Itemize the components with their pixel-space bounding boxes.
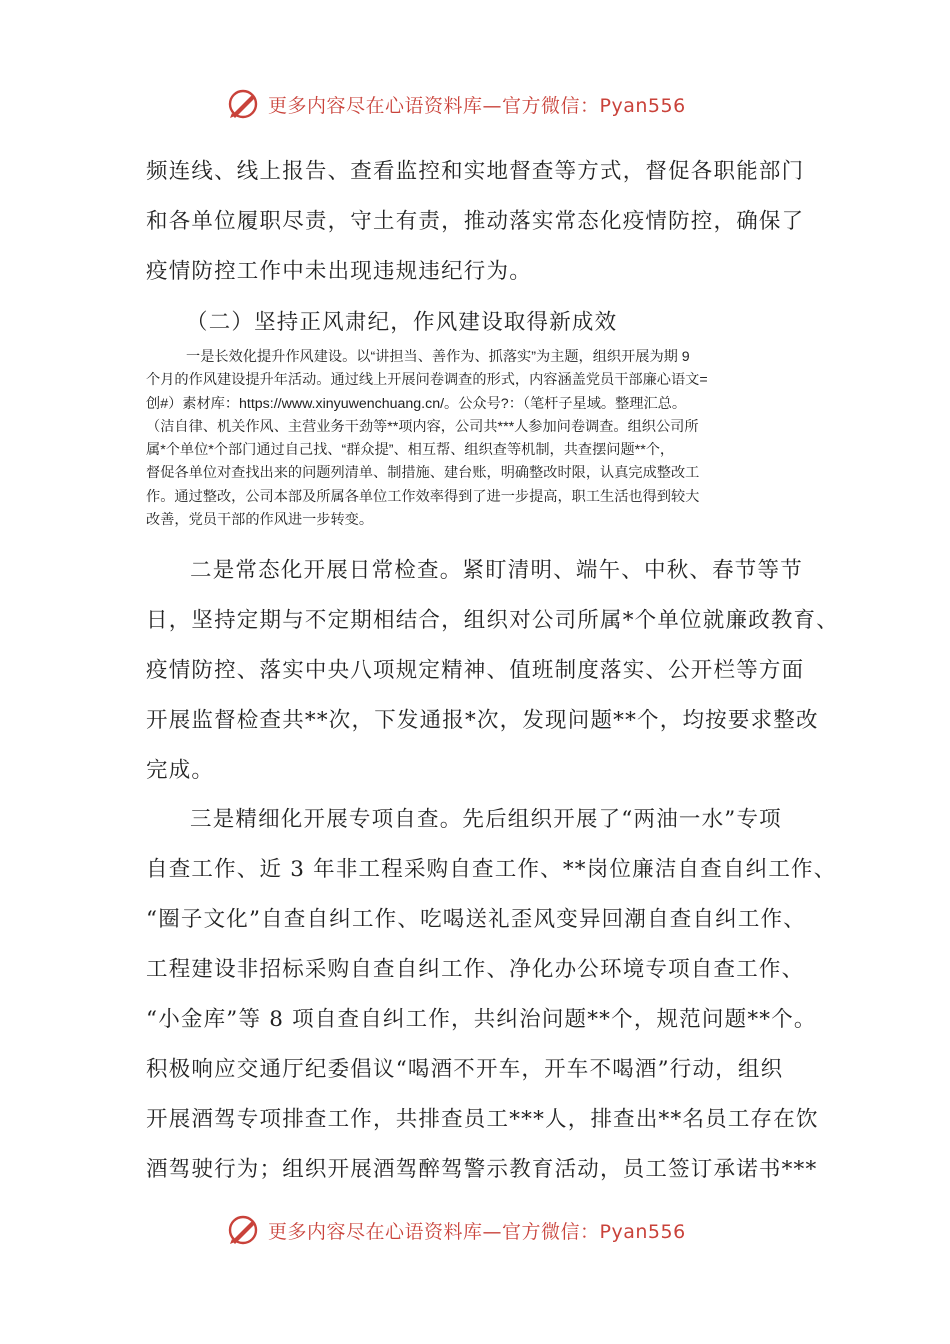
- text-line: 作。通过整改，公司本部及所属各单位工作效率得到了进一步提高，职工生活也得到较大: [146, 488, 700, 505]
- watermark-text: 更多内容尽在心语资料库—官方微信：Pyan556: [268, 1220, 686, 1243]
- text-line: 和各单位履职尽责，守土有责，推动落实常态化疫情防控，确保了: [146, 209, 805, 234]
- text-line: “圈子文化”自查自纠工作、吃喝送礼歪风变异回潮自查自纠工作、: [146, 907, 806, 932]
- text-line: 督促各单位对查找出来的问题列清单、制措施、建台账，明确整改时限，认真完成整改工: [146, 465, 700, 482]
- text-line: 工程建设非招标采购自查自纠工作、净化办公环境专项自查工作、: [146, 957, 805, 982]
- watermark-text: 更多内容尽在心语资料库—官方微信：Pyan556: [268, 94, 686, 117]
- text-line: 二是常态化开展日常检查。紧盯清明、端午、中秋、春节等节: [190, 558, 803, 583]
- text-line: 积极响应交通厅纪委倡议“喝酒不开车，开车不喝酒”行动，组织: [146, 1057, 784, 1082]
- watermark-footer: [226, 1212, 746, 1248]
- text-line: 酒驾驶行为；组织开展酒驾醉驾警示教育活动，员工签订承诺书***: [146, 1157, 818, 1182]
- text-line: 三是精细化开展专项自查。先后组织开展了“两油一水”专项: [190, 807, 782, 832]
- text-line: （洁自律、机关作风、主营业务干劲等**项内容，公司共***人参加问卷调查。组织公司所: [146, 418, 699, 435]
- text-line: 频连线、线上报告、查看监控和实地督查等方式，督促各职能部门: [146, 159, 805, 184]
- text-line: 开展酒驾专项排查工作，共排查员工***人，排查出**名员工存在饮: [146, 1107, 819, 1132]
- pen-logo-icon: [226, 87, 260, 121]
- small-paragraph: [146, 346, 814, 532]
- text-line: 改善，党员干部的作风进一步转变。: [146, 512, 374, 529]
- text-line: 疫情防控工作中未出现违规违纪行为。: [146, 259, 532, 284]
- text-line: 属*个单位*个部门通过自己找、“群众提”、相互帮、组织查等机制，共查摆问题**个，: [146, 442, 675, 459]
- text-line: 完成。: [146, 758, 215, 783]
- text-line: 开展监督检查共**次，下发通报*次，发现问题**个，均按要求整改: [146, 708, 819, 733]
- text-line: “小金库”等 8 项自查自纠工作，共纠治问题**个，规范问题**个。: [146, 1007, 817, 1032]
- text-line: 个月的作风建设提升年活动。通过线上开展问卷调查的形式，内容涵盖党员干部廉心语文=: [146, 372, 708, 389]
- heading-text: （二）坚持正风肃纪，作风建设取得新成效: [186, 310, 618, 335]
- text-line: 日，坚持定期与不定期相结合，组织对公司所属*个单位就廉政教育、: [146, 608, 839, 633]
- text-line: 一是长效化提升作风建设。以“讲担当、善作为、抓落实”为主题，组织开展为期 9: [186, 349, 690, 365]
- watermark-header: [226, 86, 746, 122]
- text-line: 自查工作、近 3 年非工程采购自查工作、**岗位廉洁自查自纠工作、: [146, 857, 837, 882]
- text-line: 疫情防控、落实中央八项规定精神、值班制度落实、公开栏等方面: [146, 658, 805, 683]
- text-line: 创#）素材库：https://www.xinyuwenchuang.cn/。公众号?：（笔杆子星域。整理汇总。: [146, 395, 687, 412]
- pen-logo-icon: [226, 1213, 260, 1247]
